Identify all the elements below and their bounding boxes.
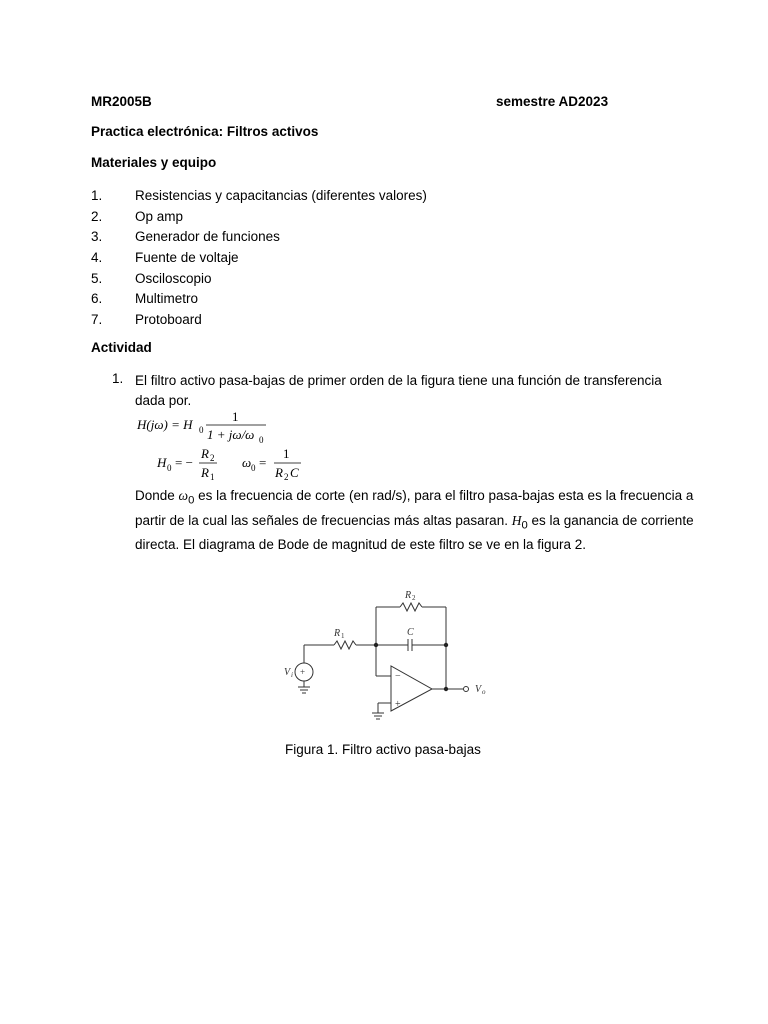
w0-den-sub: 2 bbox=[284, 472, 289, 482]
formula-h0-sub: 0 bbox=[199, 425, 204, 435]
activity-item-number: 1. bbox=[112, 371, 124, 386]
list-item: 4. Fuente de voltaje bbox=[91, 250, 239, 266]
list-item: 5. Osciloscopio bbox=[91, 270, 212, 286]
label-c: C bbox=[407, 627, 414, 638]
w0-equals: = bbox=[259, 455, 267, 470]
label-r1: R bbox=[334, 628, 341, 639]
h0-inline: H bbox=[511, 512, 522, 528]
output-terminal bbox=[464, 687, 469, 692]
w0-den-tail: C bbox=[290, 465, 299, 480]
label-r2: R bbox=[405, 590, 412, 601]
h0-num-sub: 2 bbox=[210, 453, 215, 463]
formula-numerator: 1 bbox=[232, 409, 239, 424]
list-item: 3. Generador de funciones bbox=[91, 229, 280, 245]
list-item: 6. Multimetro bbox=[91, 291, 199, 307]
activity-description: Donde $\omega_0$ es la frecuencia de corte (en rad/s), para el filtro pasa-bajas esta es la frecuencia a partir de la cual las señales de frecuencias más altas pasaran. $H_0$ es la ganancia de corriente directa. El diagrama de Bode de magnitud de este filtro se ve en la figura 2. bbox=[135, 488, 694, 553]
activity-intro: El filtro activo pasa-bajas de primer orden de la figura tiene una función de transferencia dada por. bbox=[135, 373, 662, 408]
h0-den-sub: 1 bbox=[210, 472, 215, 482]
w0-num: 1 bbox=[283, 446, 290, 461]
list-item: 7. Protoboard bbox=[91, 312, 202, 328]
junction-dot bbox=[444, 643, 448, 647]
h0-den: R bbox=[201, 465, 209, 480]
document-title: Practica electrónica: Filtros activos bbox=[91, 124, 319, 139]
label-r2-sub: 2 bbox=[412, 594, 416, 602]
activity-heading: Actividad bbox=[91, 340, 152, 355]
w0-sub: 0 bbox=[251, 463, 256, 473]
omega-symbol: ω bbox=[178, 488, 189, 503]
resistor-r1 bbox=[334, 641, 356, 649]
h0-symbol: H bbox=[157, 455, 167, 470]
figure-caption: Figura 1. Filtro activo pasa-bajas bbox=[285, 742, 481, 757]
list-item: 2. Op amp bbox=[91, 208, 184, 224]
source-plus: + bbox=[300, 667, 306, 677]
resistor-r2 bbox=[400, 603, 422, 611]
h0-num: R bbox=[201, 446, 209, 461]
list-item: 1. Resistencias y capacitancias (diferentes valores) bbox=[91, 188, 427, 203]
h0-sub: 0 bbox=[167, 463, 172, 473]
h0-equals: = − bbox=[175, 455, 193, 470]
course-code: MR2005B bbox=[91, 94, 152, 109]
label-vo-sub: o bbox=[482, 688, 486, 696]
lowpass-filter-circuit bbox=[0, 583, 768, 743]
label-vo: V bbox=[475, 684, 482, 695]
w0-den: R bbox=[275, 465, 283, 480]
semester: semestre AD2023 bbox=[496, 94, 609, 109]
junction-dot bbox=[374, 643, 378, 647]
opamp-minus: − bbox=[395, 671, 401, 682]
label-vi: V bbox=[284, 667, 291, 678]
label-r1-sub: 1 bbox=[341, 632, 345, 640]
label-vi-sub: i bbox=[291, 671, 293, 679]
formula-svg bbox=[135, 408, 307, 482]
materials-list bbox=[91, 186, 427, 331]
opamp-plus: + bbox=[395, 699, 401, 710]
formula-den-sub: 0 bbox=[259, 435, 264, 445]
formula-denominator: 1 + jω/ω bbox=[207, 427, 255, 442]
w0-symbol: ω bbox=[242, 455, 252, 470]
formula-lhs: H(jω) = H bbox=[137, 417, 193, 432]
materials-heading: Materiales y equipo bbox=[91, 155, 217, 170]
transfer-function-formula bbox=[135, 408, 307, 482]
junction-dot bbox=[444, 687, 448, 691]
